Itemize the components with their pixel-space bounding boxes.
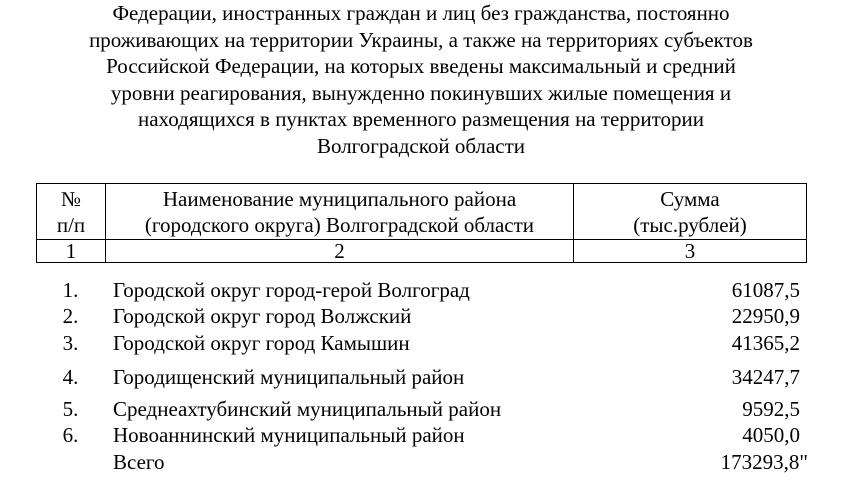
column-header-name: Наименование муниципального района (городского округа) Волгоградской области — [106, 184, 574, 240]
table-row — [0, 330, 842, 356]
table-row — [0, 364, 842, 390]
row-number: 6. — [62, 423, 79, 447]
total-sum: 173293,8" — [720, 450, 808, 474]
row-name: Городской округ город Камышин — [113, 331, 410, 355]
document-heading — [0, 0, 842, 159]
row-number: 5. — [62, 397, 79, 421]
heading-line: находящихся в пунктах временного размещения на территории — [138, 107, 704, 131]
column-header-sum: Сумма (тыс.рублей) — [574, 184, 807, 240]
row-sum: 9592,5 — [742, 397, 800, 421]
heading-line: уровни реагирования, вынужденно покинувших жилые помещения и — [110, 80, 732, 105]
heading-line: Российской Федерации, на которых введены максимальный и средний — [106, 54, 736, 78]
row-number: 4. — [62, 365, 79, 389]
row-name: Городищенский муниципальный район — [113, 365, 465, 389]
heading-line: Волгоградской области — [316, 133, 526, 158]
table-row — [0, 396, 842, 422]
column-numbers-row — [37, 240, 807, 263]
heading-line: Федерации, иностранных граждан и лиц без гражданства, постоянно — [112, 1, 730, 25]
table-row — [0, 277, 842, 303]
row-sum: 22950,9 — [731, 304, 800, 328]
row-sum: 61087,5 — [731, 278, 800, 302]
row-number: 1. — [62, 278, 79, 302]
row-name: Городской округ город Волжский — [113, 304, 412, 328]
row-name: Среднеахтубинский муниципальный район — [113, 397, 502, 421]
row-sum: 34247,7 — [731, 365, 800, 389]
header-row — [37, 184, 807, 240]
heading-line: проживающих на территории Украины, а также на территориях субъектов — [89, 27, 753, 52]
column-number: 1 — [37, 240, 106, 263]
table-row — [0, 303, 842, 329]
table-row — [0, 422, 842, 448]
column-header-number: № п/п — [37, 184, 106, 240]
total-row — [0, 449, 842, 475]
total-label: Всего — [113, 450, 165, 474]
row-sum: 41365,2 — [731, 331, 800, 355]
column-number: 3 — [574, 240, 807, 263]
row-sum: 4050,0 — [742, 423, 800, 447]
column-number: 2 — [106, 240, 574, 263]
row-number: 2. — [62, 304, 79, 328]
row-number: 3. — [62, 331, 79, 355]
row-name: Новоаннинский муниципальный район — [113, 423, 465, 447]
row-name: Городской округ город-герой Волгоград — [113, 278, 470, 302]
table-header — [36, 183, 807, 263]
